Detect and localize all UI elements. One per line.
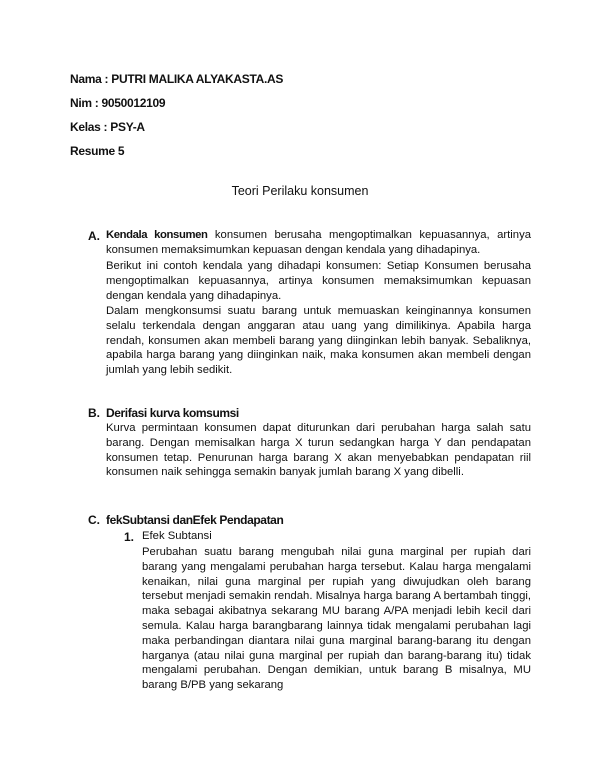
section-b-heading-line bbox=[106, 406, 531, 422]
item-1-title: Efek Subtansi bbox=[142, 530, 212, 542]
section-b-heading: Derifasi kurva komsumsi bbox=[106, 406, 239, 420]
resume-label: Resume 5 bbox=[70, 144, 125, 158]
section-c-heading: fekSubtansi danEfek Pendapatan bbox=[106, 513, 284, 527]
item-1-number: 1. bbox=[124, 530, 135, 544]
section-a-para3: Dalam mengkonsumsi suatu barang untuk memuaskan keinginannya konsumen selalu terkendala dengan anggaran atau uang yang dimilikinya. Apabila harga rendah, konsumen akan membeli barang yang diinginkan lebih banyak. Sebaliknya, apabila harga barang yang diinginkan naik, maka konsumen akan membeli dengan jumlah yang lebih sedikit. bbox=[106, 305, 531, 377]
section-c-letter: C. bbox=[88, 513, 100, 527]
item-1-para: Perubahan suatu barang mengubah nilai guna marginal per rupiah dari barang yang mengalami perubahan harga tersebut. Kalau harga mengalami kenaikan, nilai guna marginal per rupiah yang diwujudkan oleh barang tersebut menjadi semakin rendah. Misalnya harga barang A bertambah tinggi, maka sebagai akibatnya sekarang MU barang A/PA menjadi lebih kecil dari semula. Kalau harga barangbarang lainnya tidak mengalami perubahan lagi maka perbandingan diantara nilai guna marginal barang-barang itu dengan harganya (atau nilai guna marginal per rupiah dan barang-barang itu) tidak mengalami perubahan. Dengan demikian, untuk barang B misalnya, MU barang B/PB yang sekarang bbox=[142, 546, 531, 692]
section-a-intro-text: konsumen berusaha mengoptimalkan kepuasannya, artinya konsumen memaksimumkan kepuasan dengan kendala yang dihadapinya. bbox=[106, 229, 531, 256]
student-nim: Nim : 9050012109 bbox=[70, 96, 166, 110]
section-a-letter: A. bbox=[88, 229, 100, 243]
page-title: Teori Perilaku konsumen bbox=[231, 184, 369, 198]
student-class: Kelas : PSY-A bbox=[70, 120, 145, 134]
section-c-heading-line bbox=[106, 513, 531, 529]
section-a-heading: Kendala konsumen bbox=[106, 229, 208, 241]
section-b-letter: B. bbox=[88, 406, 100, 420]
section-a-intro bbox=[106, 228, 531, 258]
student-name: Nama : PUTRI MALIKA ALYAKASTA.AS bbox=[70, 72, 284, 86]
section-a-para2: Berikut ini contoh kendala yang dihadapi konsumen: Setiap Konsumen berusaha mengoptimalkan kepuasannya, artinya konsumen memaksimumkan kepuasan dengan kendala yang dihadapinya. bbox=[106, 260, 531, 302]
section-b-para: Kurva permintaan konsumen dapat diturunkan dari perubahan harga salah satu barang. Dengan memisalkan harga X turun sedangkan harga Y dan pendapatan konsumen tetap. Penurunan harga barang X akan menyebabkan pendapatan riil konsumen naik sehingga semakin banyak jumlah barang X yang dibelli. bbox=[106, 422, 531, 479]
